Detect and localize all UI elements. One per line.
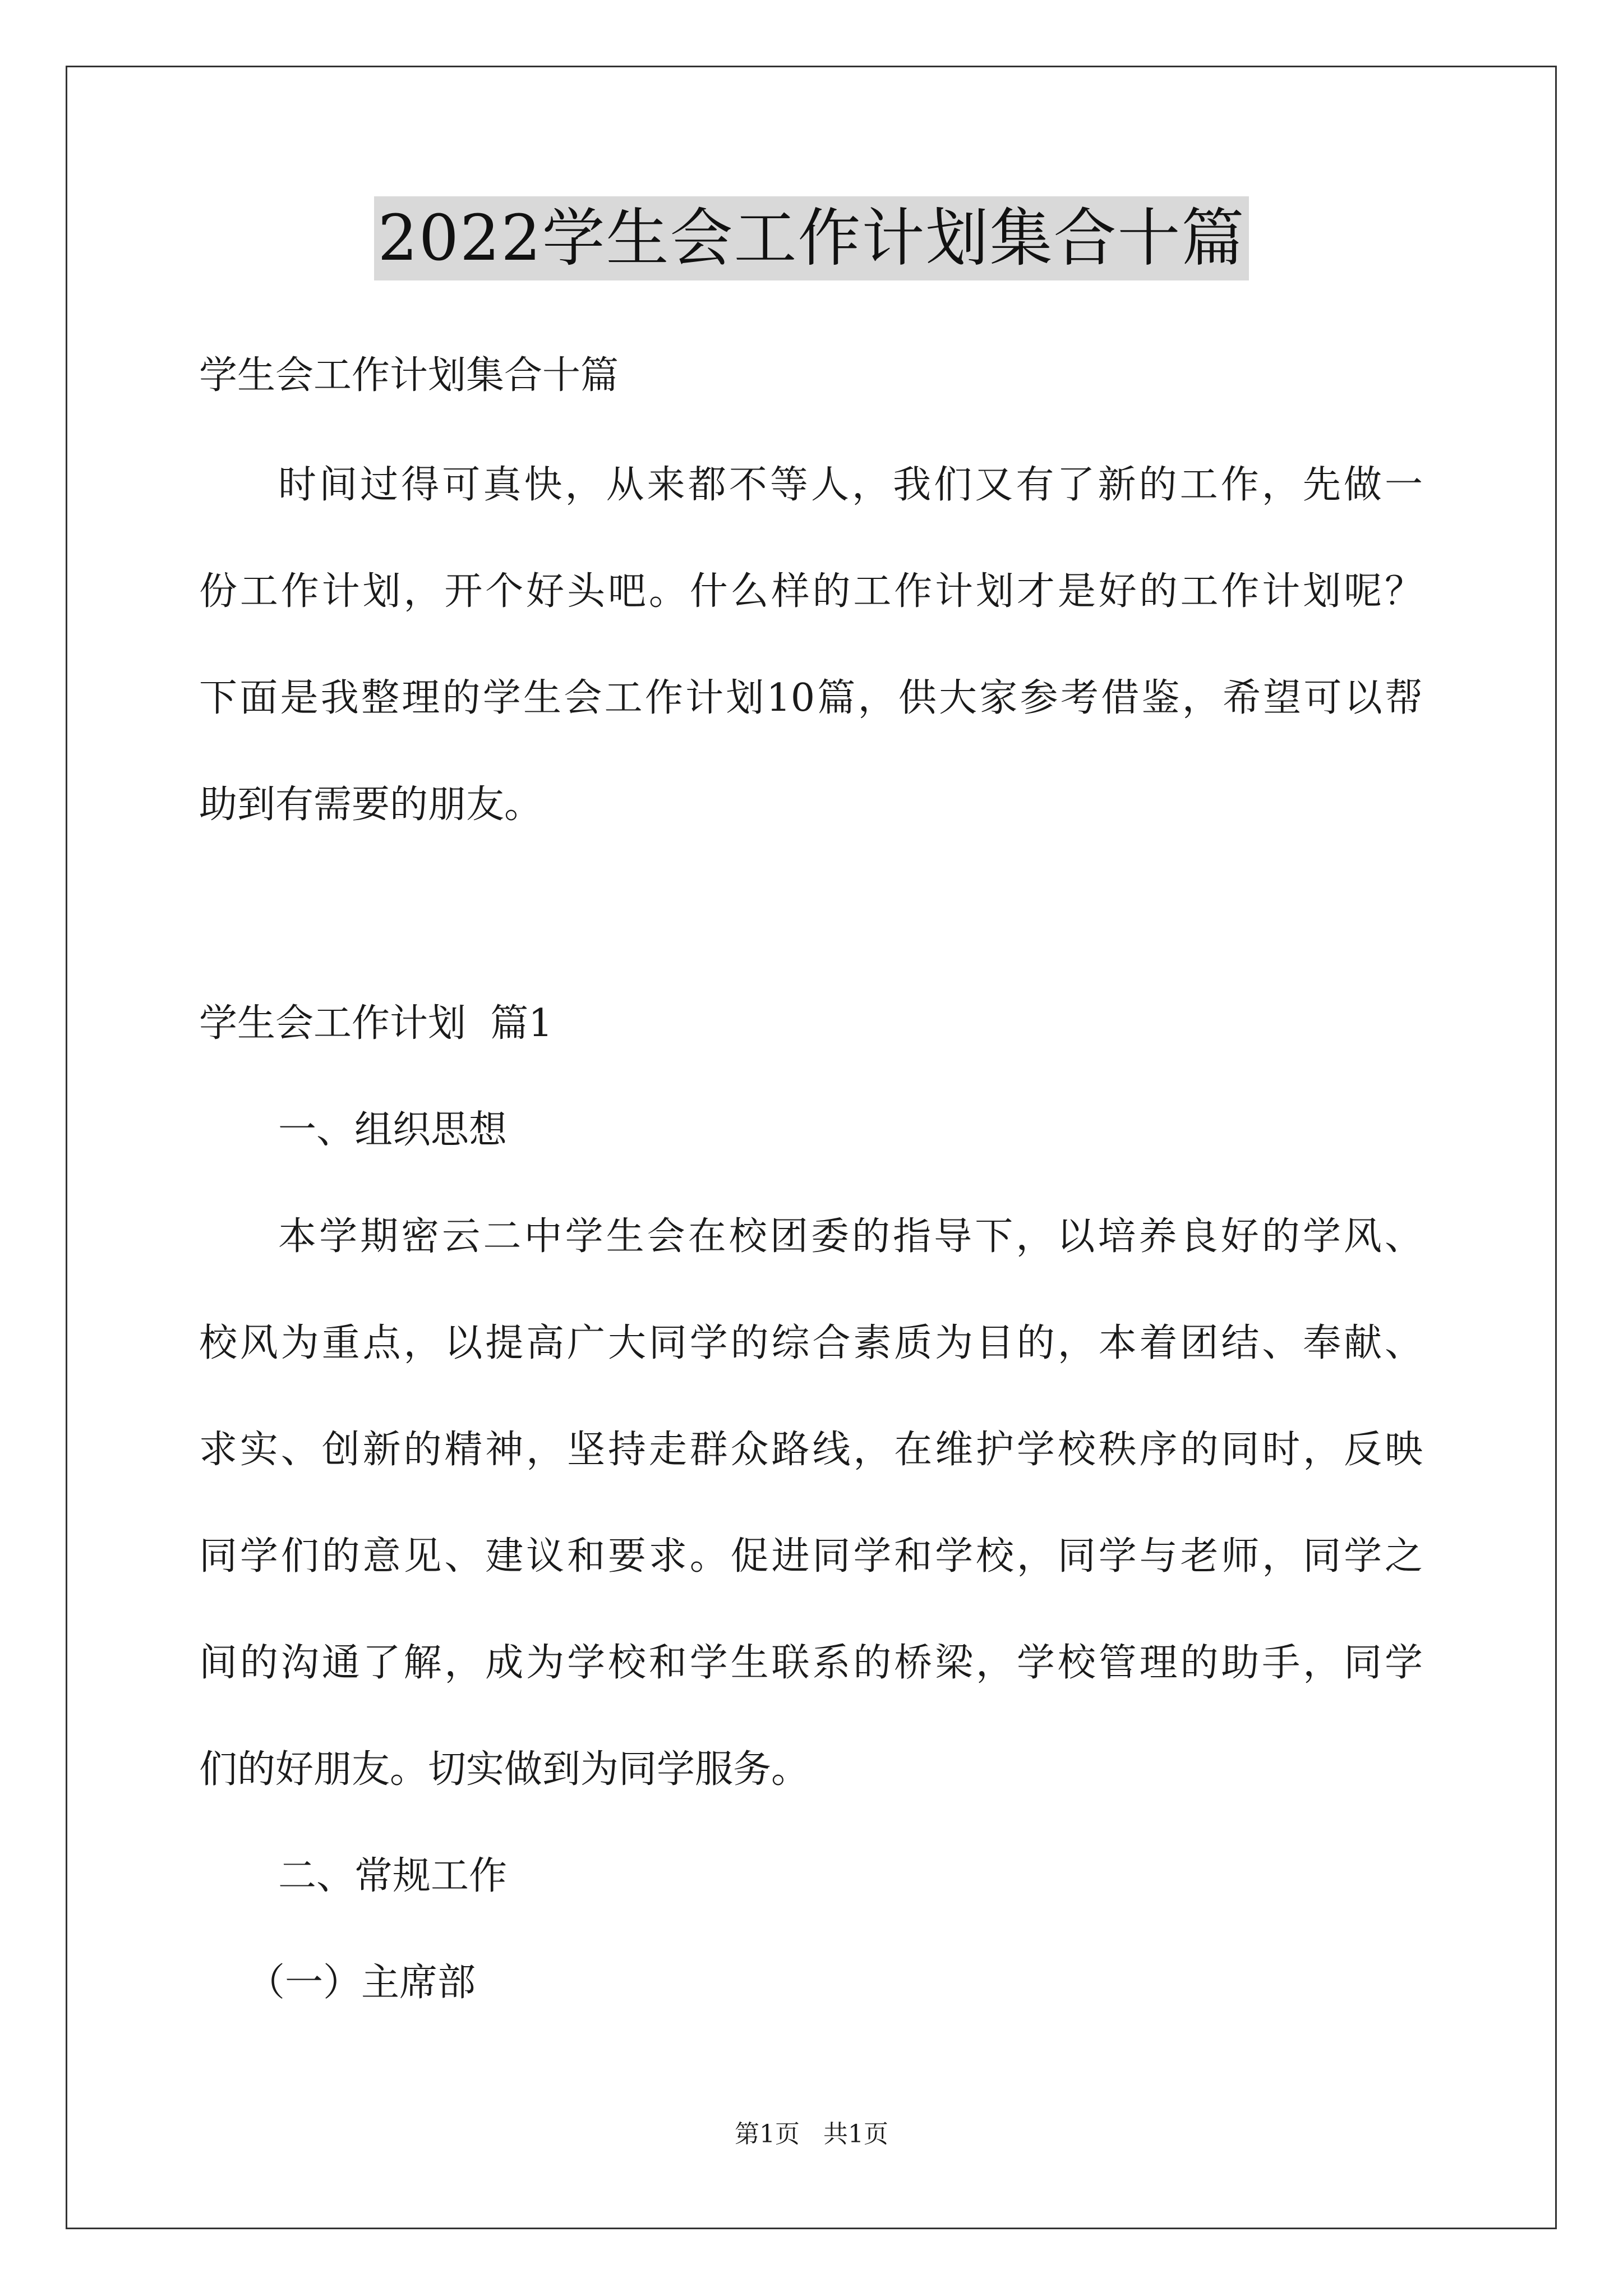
document-title: 2022学生会工作计划集合十篇 xyxy=(374,196,1248,280)
para-line-3: 求实、创新的精神，坚持走群众路线，在维护学校秩序的同时，反映 xyxy=(199,1428,1423,1472)
document-subtitle: 学生会工作计划集合十篇 xyxy=(199,353,619,398)
heading-chairman-dept: （一）主席部 xyxy=(247,1961,476,2005)
heading-organization: 一、组织思想 xyxy=(278,1108,508,1152)
para-line-6: 们的好朋友。切实做到为同学服务。 xyxy=(199,1747,810,1792)
intro-line-4: 助到有需要的朋友。 xyxy=(199,783,543,827)
para-line-1: 本学期密云二中学生会在校团委的指导下，以培养良好的学风、 xyxy=(278,1214,1423,1259)
title-wrapper xyxy=(0,196,1623,280)
para-line-5: 间的沟通了解，成为学校和学生联系的桥梁，学校管理的助手，同学 xyxy=(199,1641,1423,1685)
para-line-2: 校风为重点，以提高广大同学的综合素质为目的，本着团结、奉献、 xyxy=(199,1321,1423,1365)
intro-line-2: 份工作计划，开个好头吧。什么样的工作计划才是好的工作计划呢？ xyxy=(199,569,1423,614)
para-line-4: 同学们的意见、建议和要求。促进同学和学校，同学与老师，同学之 xyxy=(199,1534,1423,1579)
heading-routine-work: 二、常规工作 xyxy=(278,1854,508,1898)
page-footer: 第1页 共1页 xyxy=(735,2120,888,2148)
section-heading: 学生会工作计划 篇1 xyxy=(199,1001,553,1046)
intro-line-3: 下面是我整理的学生会工作计划10篇，供大家参考借鉴，希望可以帮 xyxy=(199,676,1423,720)
intro-line-1: 时间过得可真快，从来都不等人，我们又有了新的工作，先做一 xyxy=(278,463,1423,507)
